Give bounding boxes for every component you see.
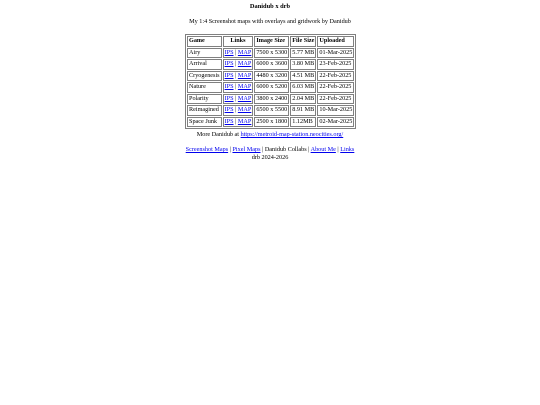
header-links: Links xyxy=(223,36,254,47)
table-row xyxy=(187,82,354,93)
more-line xyxy=(0,131,540,139)
header-image-size: Image Size xyxy=(254,36,289,47)
ips-link[interactable]: IPS xyxy=(224,48,234,56)
ips-link[interactable]: IPS xyxy=(224,60,234,67)
cell-image-size: 6000 x 3600 xyxy=(254,59,289,70)
cell-uploaded: 22-Feb-2025 xyxy=(317,94,354,105)
footer-separator: | xyxy=(306,146,311,153)
table-row xyxy=(187,117,354,128)
cell-game: Nature xyxy=(187,82,222,93)
link-separator: | xyxy=(235,94,237,102)
cell-game: Space Junk xyxy=(187,117,222,128)
cell-links xyxy=(223,94,254,105)
ips-link[interactable]: IPS xyxy=(224,94,234,102)
maps-table-container xyxy=(185,34,356,129)
cell-game: Reimagined xyxy=(187,105,222,116)
cell-links xyxy=(223,105,254,116)
table-row xyxy=(187,59,354,70)
cell-image-size: 4480 x 3200 xyxy=(254,71,289,82)
cell-game: Airy xyxy=(187,48,222,59)
cell-links xyxy=(223,71,254,82)
copyright: drb 2024-2026 xyxy=(251,154,289,161)
footer-current-collabs: Danidub Collabs xyxy=(264,146,307,153)
cell-game: Cryogenesis xyxy=(187,71,222,82)
footer-link-pixel-maps[interactable]: Pixel Maps xyxy=(232,146,261,153)
footer-nav xyxy=(0,146,540,154)
cell-file-size: 6.03 MB xyxy=(290,82,316,93)
cell-uploaded: 23-Feb-2025 xyxy=(317,59,354,70)
page-subtitle: My 1:4 Screenshot maps with overlays and gridwork by Danidub xyxy=(189,18,351,25)
table-header-row xyxy=(187,36,354,47)
header-uploaded: Uploaded xyxy=(317,36,354,47)
map-link[interactable]: MAP xyxy=(237,117,252,125)
ips-link[interactable]: IPS xyxy=(224,71,234,79)
footer-separator: | xyxy=(228,146,233,153)
map-link[interactable]: MAP xyxy=(237,94,252,102)
link-separator: | xyxy=(235,117,237,125)
link-separator: | xyxy=(235,60,237,67)
link-separator: | xyxy=(235,83,237,90)
map-link[interactable]: MAP xyxy=(237,106,252,113)
link-separator: | xyxy=(235,48,237,56)
table-row xyxy=(187,48,354,59)
footer-separator: | xyxy=(260,146,265,153)
cell-image-size: 3800 x 2400 xyxy=(254,94,289,105)
more-link[interactable]: https://metroid-map-station.neocities.org/ xyxy=(240,131,344,138)
more-prefix: More Danidub at xyxy=(196,131,241,138)
ips-link[interactable]: IPS xyxy=(224,106,234,113)
table-body xyxy=(187,48,354,128)
table-row xyxy=(187,94,354,105)
map-link[interactable]: MAP xyxy=(237,83,252,90)
cell-uploaded: 22-Feb-2025 xyxy=(317,82,354,93)
cell-links xyxy=(223,59,254,70)
cell-uploaded: 22-Feb-2025 xyxy=(317,71,354,82)
map-link[interactable]: MAP xyxy=(237,60,252,67)
cell-image-size: 6500 x 5500 xyxy=(254,105,289,116)
table-row xyxy=(187,105,354,116)
cell-image-size: 7500 x 5300 xyxy=(254,48,289,59)
cell-file-size: 1.12MB xyxy=(290,117,316,128)
cell-game: Polarity xyxy=(187,94,222,105)
cell-uploaded: 10-Mar-2025 xyxy=(317,105,354,116)
link-separator: | xyxy=(235,71,237,79)
cell-file-size: 5.77 MB xyxy=(290,48,316,59)
header-file-size: File Size xyxy=(290,36,316,47)
link-separator: | xyxy=(235,106,237,113)
cell-file-size: 2.04 MB xyxy=(290,94,316,105)
cell-links xyxy=(223,48,254,59)
footer-separator: | xyxy=(335,146,341,153)
cell-image-size: 2500 x 1800 xyxy=(254,117,289,128)
page-title: Danidub x drb xyxy=(249,3,291,10)
cell-image-size: 6000 x 5200 xyxy=(254,82,289,93)
table-row xyxy=(187,71,354,82)
footer-link-about[interactable]: About Me xyxy=(310,146,336,153)
footer-link-links[interactable]: Links xyxy=(340,146,355,153)
maps-table xyxy=(185,34,356,129)
map-link[interactable]: MAP xyxy=(237,71,252,79)
cell-file-size: 8.91 MB xyxy=(290,105,316,116)
cell-file-size: 4.51 MB xyxy=(290,71,316,82)
cell-uploaded: 01-Mar-2025 xyxy=(317,48,354,59)
cell-file-size: 3.80 MB xyxy=(290,59,316,70)
ips-link[interactable]: IPS xyxy=(224,83,234,90)
cell-links xyxy=(223,117,254,128)
cell-links xyxy=(223,82,254,93)
map-link[interactable]: MAP xyxy=(237,48,252,56)
cell-game: Arrival xyxy=(187,59,222,70)
footer-link-screenshot-maps[interactable]: Screenshot Maps xyxy=(185,146,229,153)
ips-link[interactable]: IPS xyxy=(224,117,234,125)
cell-uploaded: 02-Mar-2025 xyxy=(317,117,354,128)
header-game: Game xyxy=(187,36,222,47)
